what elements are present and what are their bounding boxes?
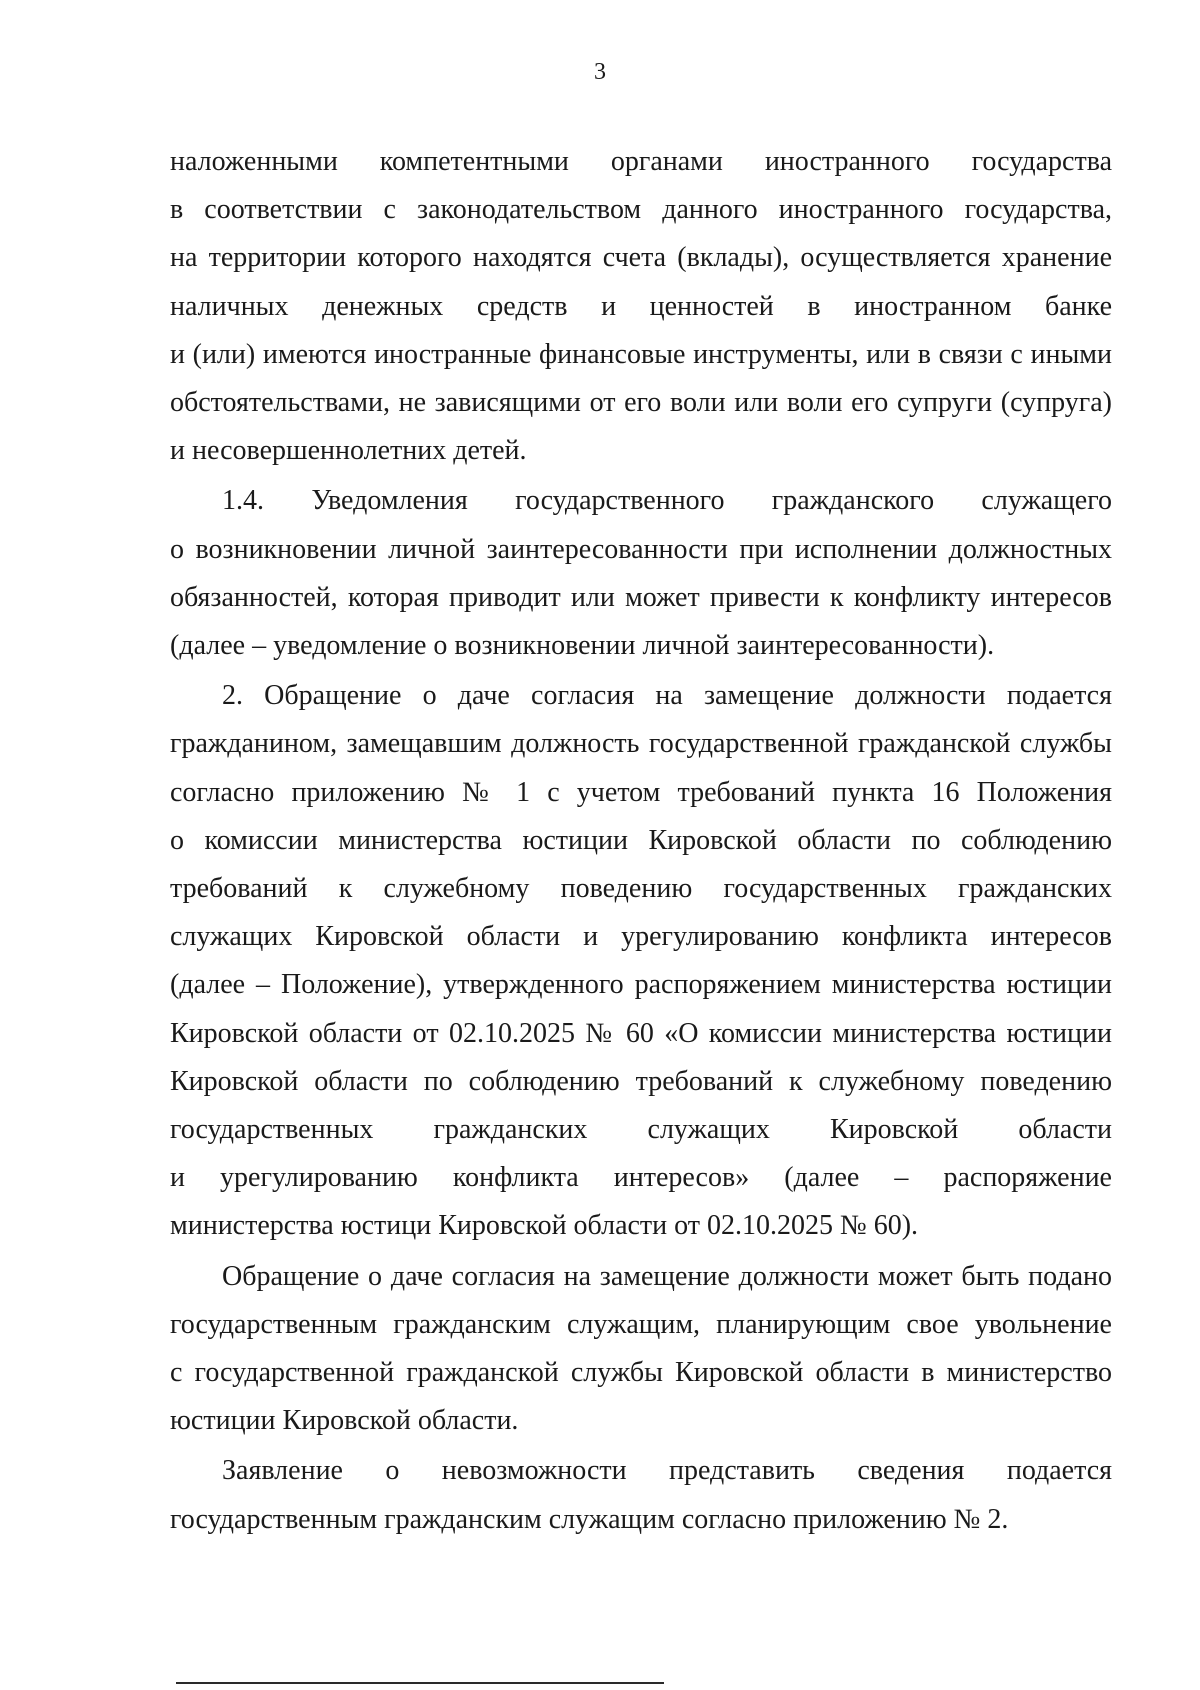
text-line: (далее – Положение), утвержденного распоряжением министерства юстиции xyxy=(170,969,1112,1001)
text-line: Кировской области от 02.10.2025 № 60 «О комиссии министерства юстиции xyxy=(170,1017,1112,1049)
text-line: в соответствии с законодательством данного иностранного государства, xyxy=(170,194,1112,226)
text-line: согласно приложению № 1 с учетом требований пункта 16 Положения xyxy=(170,776,1112,808)
text-line: и несовершеннолетних детей. xyxy=(170,435,527,467)
text-line: обстоятельствами, не зависящими от его воли или воли его супруги (супруга) xyxy=(170,387,1112,419)
text-line: служащих Кировской области и урегулированию конфликта интересов xyxy=(170,921,1112,953)
text-line: требований к служебному поведению государственных гражданских xyxy=(170,873,1112,905)
page-number: 3 xyxy=(594,59,606,85)
text-line: государственным гражданским служащим, планирующим свое увольнение xyxy=(170,1308,1112,1340)
paragraph-1-4 xyxy=(170,477,1112,670)
paragraph-2 xyxy=(170,672,1112,1250)
text-line: наличных денежных средств и ценностей в иностранном банке xyxy=(170,290,1112,322)
text-line: Обращение о даче согласия на замещение должности может быть подано xyxy=(222,1260,1112,1292)
text-line: 2. Обращение о даче согласия на замещение должности подается xyxy=(222,680,1112,712)
text-line: государственных гражданских служащих Кировской области xyxy=(170,1114,1112,1146)
footer-divider xyxy=(176,1682,664,1684)
text-line: юстиции Кировской области. xyxy=(170,1405,519,1437)
text-line: государственным гражданским служащим согласно приложению № 2. xyxy=(170,1503,1009,1535)
text-line: наложенными компетентными органами иностранного государства xyxy=(170,146,1112,177)
text-line: о возникновении личной заинтересованности при исполнении должностных xyxy=(170,533,1112,565)
paragraph-appeal-by-employee xyxy=(170,1253,1112,1446)
text-line: и урегулированию конфликта интересов» (далее – распоряжение xyxy=(170,1162,1112,1194)
text-line: обязанностей, которая приводит или может привести к конфликту интересов xyxy=(170,581,1112,613)
paragraph-continuation xyxy=(170,138,1112,475)
text-line: (далее – уведомление о возникновении личной заинтересованности). xyxy=(170,630,995,662)
text-line: гражданином, замещавшим должность государственной гражданской службы xyxy=(170,728,1112,760)
text-line: с государственной гражданской службы Кировской области в министерство xyxy=(170,1357,1112,1389)
text-line: на территории которого находятся счета (вклады), осуществляется хранение xyxy=(170,242,1112,274)
text-line: Заявление о невозможности представить сведения подается xyxy=(222,1455,1112,1487)
text-line: о комиссии министерства юстиции Кировской области по соблюдению xyxy=(170,824,1112,856)
text-line: и (или) имеются иностранные финансовые инструменты, или в связи с иными xyxy=(170,338,1112,370)
text-line: 1.4. Уведомления государственного гражданского служащего xyxy=(222,485,1112,517)
paragraph-statement xyxy=(170,1447,1112,1543)
document-body xyxy=(170,138,1112,1546)
text-line: министерства юстици Кировской области от 02.10.2025 № 60). xyxy=(170,1210,919,1242)
text-line: Кировской области по соблюдению требований к служебному поведению xyxy=(170,1065,1112,1097)
